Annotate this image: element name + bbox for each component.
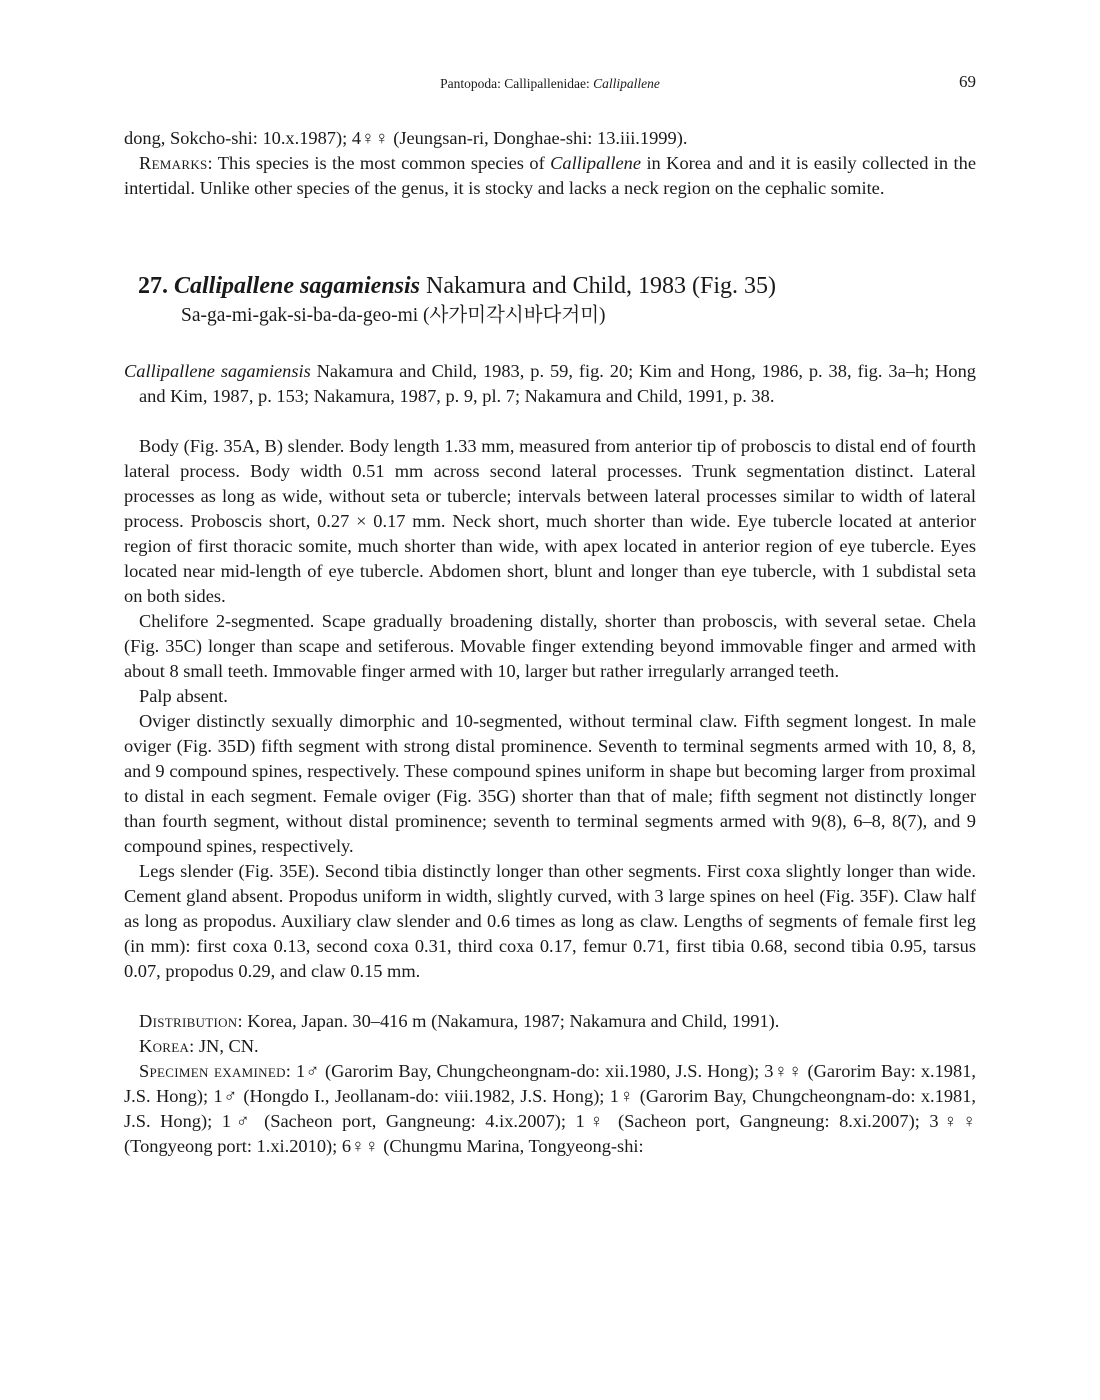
species-authority: Nakamura and Child, 1983 (Fig. 35) xyxy=(420,273,776,299)
distribution-paragraph xyxy=(124,1009,976,1034)
legs-description: Legs slender (Fig. 35E). Second tibia distinctly longer than other segments. First coxa slightly longer than wide. Cement gland absent. Propodus uniform in width, slightly curved, with 3 large spines on heel (Fig. 35F). Claw half as long as propodus. Auxiliary claw slender and 0.6 times as long as claw. Lengths of segments of female first leg (in mm): first coxa 0.13, second coxa 0.31, third coxa 0.17, femur 0.71, first tibia 0.68, second tibia 0.95, tarsus 0.07, propodus 0.29, and claw 0.15 mm. xyxy=(124,861,976,981)
continued-specimen-line: dong, Sokcho-shi: 10.x.1987); 4♀♀ (Jeungsan-ri, Donghae-shi: 13.iii.1999). xyxy=(124,128,688,148)
chelifore-description: Chelifore 2-segmented. Scape gradually broadening distally, shorter than proboscis, with several setae. Chela (Fig. 35C) longer than scape and setiferous. Movable finger extending beyond immovable finger and armed with about 8 small teeth. Immovable finger armed with 10, larger but rather irregularly arranged teeth. xyxy=(124,611,976,681)
specimens-paragraph xyxy=(124,1059,976,1159)
korea-label: Korea xyxy=(139,1036,190,1056)
remarks-text-start: : This species is the most common species of xyxy=(207,153,551,173)
species-heading xyxy=(138,271,976,301)
species-name: Callipallene sagamiensis xyxy=(174,273,421,299)
running-head xyxy=(124,72,976,100)
synonymy-paragraph xyxy=(124,359,976,409)
distribution-text: : Korea, Japan. 30–416 m (Nakamura, 1987; Nakamura and Child, 1991). xyxy=(237,1011,780,1031)
remarks-genus: Callipallene xyxy=(550,153,642,173)
specimens-label: Specimen examined xyxy=(139,1061,286,1081)
synonymy-species-name: Callipallene sagamiensis xyxy=(124,361,311,381)
body-description: Body (Fig. 35A, B) slender. Body length 1.33 mm, measured from anterior tip of proboscis to distal end of fourth lateral process. Body width 0.51 mm across second lateral processes. Trunk segmentation distinct. Lateral processes as long as wide, without seta or tubercle; intervals between lateral processes similar to width of lateral process. Proboscis short, 0.27 × 0.17 mm. Neck short, much shorter than wide. Eye tubercle located at anterior region of first thoracic somite, much shorter than wide, with apex located in anterior region of eye tubercle. Eyes located near mid-length of eye tubercle. Abdomen short, blunt and longer than eye tubercle, with 1 subdistal seta on both sides. xyxy=(124,436,976,606)
synonymy-citations: Nakamura and Child, 1983, p. 59, fig. 20; Kim and Hong, 1986, p. 38, fig. 3a–h; Hong and Kim, 1987, p. 153; Nakamura, 1987, p. 9, pl. 7; Nakamura and Child, 1991, p. 38. xyxy=(139,361,977,406)
remarks-text-end: in Korea and and it is easily collected in the intertidal. Unlike other species of the genus, it is stocky and lacks a neck region on the cephalic somite. xyxy=(124,153,976,198)
korean-common-name: Sa-ga-mi-gak-si-ba-da-geo-mi (사가미각시바다거미) xyxy=(181,305,606,326)
korea-paragraph xyxy=(124,1034,976,1059)
page-number: 69 xyxy=(959,72,976,91)
specimens-text: : 1♂ (Garorim Bay, Chungcheongnam-do: xii.1980, J.S. Hong); 3♀♀ (Garorim Bay: x.1981, J.S. Hong); 1♂ (Hongdo I., Jeollanam-do: viii.1982, J.S. Hong); 1♀ (Garorim Bay, Chungcheongnam-do: x.1981, J.S. Hong); 1♂ (Sacheon port, Gangneung: 4.ix.2007); 1♀ (Sacheon port, Gangneung: 8.xi.2007); 3♀♀ (Tongyeong port: 1.xi.2010); 6♀♀ (Chungmu Marina, Tongyeong-shi: xyxy=(124,1061,976,1156)
distribution-label: Distribution xyxy=(139,1011,238,1031)
remarks-label: Remarks xyxy=(139,153,208,173)
korea-text: : JN, CN. xyxy=(189,1036,259,1056)
species-number: 27. xyxy=(138,273,168,299)
running-title-genus: Callipallene xyxy=(593,76,660,91)
remarks-paragraph xyxy=(124,151,976,201)
palp-description: Palp absent. xyxy=(139,686,228,706)
document-page xyxy=(124,72,976,1159)
running-title-text: Pantopoda: Callipallenidae: xyxy=(440,76,594,91)
oviger-description: Oviger distinctly sexually dimorphic and 10-segmented, without terminal claw. Fifth segment longest. In male oviger (Fig. 35D) fifth segment with strong distal prominence. Seventh to terminal segments armed with 10, 8, 8, and 9 compound spines, respectively. These compound spines uniform in shape but becoming larger from proximal to distal in each segment. Female oviger (Fig. 35G) shorter than that of male; fifth segment not distinctly longer than fourth segment, without distal prominence; seventh to terminal segments armed with 9(8), 6–8, 8(7), and 9 compound spines, respectively. xyxy=(124,711,976,856)
running-title xyxy=(124,76,976,92)
